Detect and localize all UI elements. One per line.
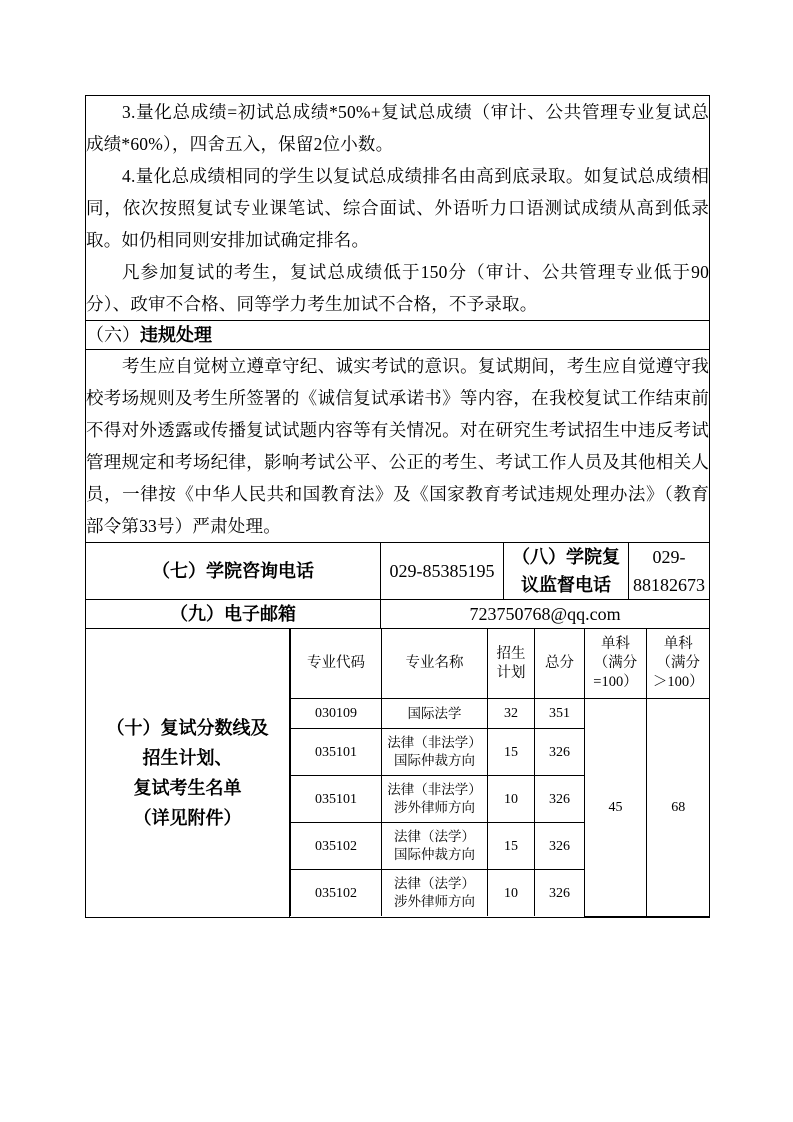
- header-single-eq-line-2: （满分: [593, 655, 638, 671]
- cell-total-score: 326: [535, 870, 585, 917]
- header-single-gt-line-3: ＞100）: [652, 674, 704, 690]
- cell-enroll-plan: 10: [488, 776, 535, 823]
- header-single-gt-line-2: （满分: [656, 655, 700, 671]
- value-supervision-phone: 029-88182673: [629, 543, 710, 600]
- cell-major-code: 035101: [291, 729, 382, 776]
- cell-major-name-line-2: 国际仲裁方向: [394, 753, 475, 768]
- section-six-number: （六）: [86, 325, 140, 345]
- email-row: [86, 600, 710, 629]
- cell-major-name-line-2: 涉外律师方向: [394, 800, 475, 815]
- header-major-code: 专业代码: [291, 629, 382, 699]
- header-single-subject-eq100: [585, 629, 647, 699]
- cell-major-code: 035102: [291, 870, 382, 917]
- cell-total-score: 351: [535, 699, 585, 729]
- section-six-body-cell: [86, 350, 710, 543]
- section-ten-label: [86, 629, 290, 918]
- cell-major-name-line-1: 国际法学: [407, 705, 462, 721]
- cell-major-name-line-2: 国际仲裁方向: [394, 847, 475, 862]
- header-major-name: 专业名称: [382, 629, 488, 699]
- label-email: （九）电子邮箱: [86, 600, 381, 629]
- section-six-title: 违规处理: [140, 325, 212, 345]
- cell-major-name: [382, 823, 488, 870]
- cell-single-subject-eq100: 45: [585, 699, 647, 917]
- section-ten-label-line-2: 招生计划、: [142, 747, 233, 768]
- section-six-body-row: [86, 350, 710, 543]
- cell-total-score: 326: [535, 823, 585, 870]
- paragraph-5: 凡参加复试的考生，复试总成绩低于150分（审计、公共管理专业低于90分）、政审不合格、同等学力考生加试不合格，不予录取。: [86, 262, 710, 314]
- paragraphs-row: [86, 96, 710, 321]
- cell-major-name-line-1: 法律（非法学）: [387, 782, 482, 797]
- contact-phones-row: [86, 543, 710, 600]
- paragraph-3: 3.量化总成绩=初试总成绩*50%+复试总成绩（审计、公共管理专业复试总成绩*60%），四舍五入，保留2位小数。: [86, 102, 710, 154]
- header-single-eq-line-1: 单科: [601, 636, 630, 652]
- section-six-heading-row: [86, 321, 710, 350]
- section-ten-label-line-4: （详见附件）: [133, 807, 242, 828]
- cell-major-code: 035101: [291, 776, 382, 823]
- cell-major-name: [382, 776, 488, 823]
- header-enroll-plan-line-2: 计划: [496, 664, 526, 681]
- cell-major-name-line-2: 涉外律师方向: [394, 894, 475, 909]
- cell-total-score: 326: [535, 776, 585, 823]
- header-single-subject-gt100: [647, 629, 710, 699]
- header-enroll-plan-line-1: 招生: [496, 645, 526, 662]
- label-supervision-phone: （八）学院复议监督电话: [504, 543, 629, 600]
- score-table-header-row: [291, 629, 710, 699]
- cell-single-subject-gt100: 68: [647, 699, 710, 917]
- section-ten-label-line-1: （十）复试分数线及: [106, 717, 269, 738]
- value-email: 723750768@qq.com: [381, 600, 710, 629]
- section-six-heading: [86, 321, 710, 350]
- header-total-score: 总分: [535, 629, 585, 699]
- table-row: [291, 699, 710, 729]
- header-enroll-plan: [488, 629, 535, 699]
- value-consultation-phone: 029-85385195: [381, 543, 504, 600]
- paragraph-4: 4.量化总成绩相同的学生以复试总成绩排名由高到底录取。如复试总成绩相同，依次按照复试专业课笔试、综合面试、外语听力口语测试成绩从高到低录取。如仍相同则安排加试确定排名。: [86, 166, 710, 250]
- cell-enroll-plan: 15: [488, 729, 535, 776]
- cell-major-code: 035102: [291, 823, 382, 870]
- section-ten-label-line-3: 复试考生名单: [133, 777, 242, 798]
- header-single-gt-line-1: 单科: [663, 636, 693, 652]
- section-six-body: 考生应自觉树立遵章守纪、诚实考试的意识。复试期间，考生应自觉遵守我校考场规则及考生所签署的《诚信复试承诺书》等内容，在我校复试工作结束前不得对外透露或传播复试试题内容等有关情况。对在研究生考试招生中违反考试管理规定和考场纪律，影响考试公平、公正的考生、考试工作人员及其他相关人员，一律按《中华人民共和国教育法》及《国家教育考试违规处理办法》（教育部令第33号）严肃处理。: [86, 356, 710, 536]
- cell-total-score: 326: [535, 729, 585, 776]
- main-document-table: [85, 95, 710, 918]
- cell-major-name-line-1: 法律（法学）: [394, 829, 475, 844]
- header-single-eq-line-3: =100）: [593, 674, 638, 690]
- cell-major-name: [382, 729, 488, 776]
- cell-enroll-plan: 32: [488, 699, 535, 729]
- paragraphs-cell: [86, 96, 710, 321]
- cell-major-code: 030109: [291, 699, 382, 729]
- cell-major-name-line-1: 法律（非法学）: [387, 735, 482, 750]
- cell-enroll-plan: 10: [488, 870, 535, 917]
- cell-major-name: [382, 870, 488, 917]
- section-ten-row: [86, 629, 710, 918]
- cell-major-name: [382, 699, 488, 729]
- score-table-cell: [290, 629, 710, 918]
- cell-major-name-line-1: 法律（法学）: [394, 876, 475, 891]
- label-consultation-phone: （七）学院咨询电话: [86, 543, 381, 600]
- score-table: [290, 629, 710, 917]
- cell-enroll-plan: 15: [488, 823, 535, 870]
